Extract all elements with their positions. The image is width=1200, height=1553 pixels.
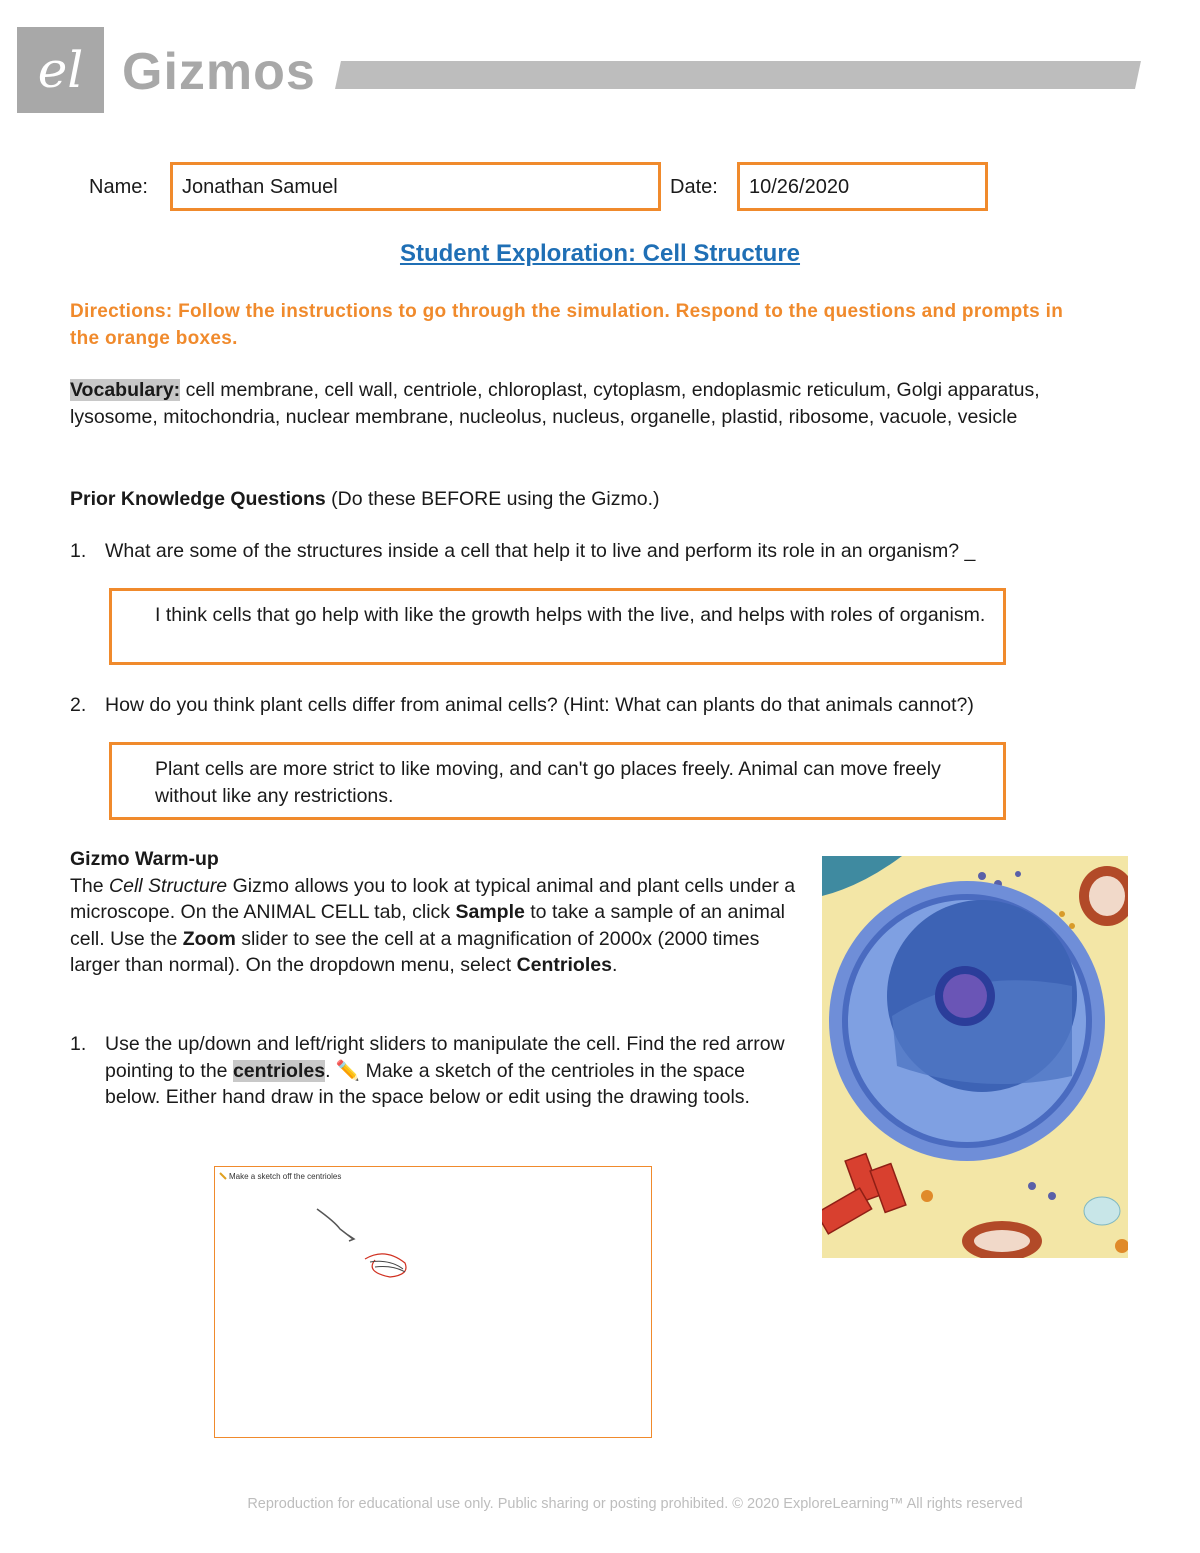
date-label: Date:	[670, 176, 718, 198]
prior-knowledge-heading: Prior Knowledge Questions	[70, 488, 326, 510]
warmup-text: The	[70, 874, 110, 897]
warmup-text: Gizmo allows you to look at typical animal and plant cells under a microscope. On the ANIMAL CELL tab, click	[70, 874, 796, 923]
vocabulary-paragraph	[70, 377, 1100, 430]
step-text-part: Use the up/down and left/right sliders to manipulate the cell. Find the red arrow pointing to the	[105, 1033, 785, 1082]
date-field[interactable]: 10/26/2020	[737, 162, 988, 211]
vocabulary-terms: cell membrane, cell wall, centriole, chloroplast, cytoplasm, endoplasmic reticulum, Golgi apparatus, lysosome, mitochondria, nuclear membrane, nucleolus, nucleus, organelle, plastid, ribosome, vacuole, vesicle	[70, 379, 1040, 428]
sample-keyword: Sample	[455, 901, 525, 923]
answer-box-2[interactable]: Plant cells are more strict to like moving, and can't go places freely. Animal can move freely without like any restrictions.	[109, 742, 1006, 820]
question-number: 1.	[70, 540, 87, 562]
question-text: How do you think plant cells differ from animal cells? (Hint: What can plants do that animals cannot?)	[105, 694, 974, 716]
question-text: What are some of the structures inside a cell that help it to live and perform its role in an organism? _	[105, 540, 976, 562]
answer-box-1[interactable]: I think cells that go help with like the growth helps with the live, and helps with roles of organism.	[109, 588, 1006, 665]
centrioles-highlight: centrioles	[232, 1059, 326, 1082]
warmup-text: slider to see the cell at a magnification of 2000x (2000 times larger than normal). On the dropdown menu, select	[70, 927, 760, 976]
name-label: Name:	[89, 176, 148, 198]
step-number: 1.	[70, 1033, 87, 1055]
logo-mark: el	[37, 41, 84, 99]
warmup-text: to take a sample of an animal cell. Use the	[70, 901, 785, 950]
name-field[interactable]: Jonathan Samuel	[170, 162, 661, 211]
sketch-label: Make a sketch off the centrioles	[229, 1172, 342, 1181]
animal-cell-image	[822, 856, 1128, 1258]
warmup-text: .	[611, 954, 618, 976]
warmup-heading: Gizmo Warm-up	[70, 848, 219, 870]
gizmo-name: Cell Structure	[109, 874, 228, 897]
centrioles-keyword: Centrioles	[516, 954, 612, 976]
header-bar	[335, 61, 1141, 89]
question-number: 2.	[70, 694, 87, 716]
step-text	[105, 1031, 800, 1111]
directions-text: Directions: Follow the instructions to go through the simulation. Respond to the questions and prompts in the orange boxes.	[70, 301, 1064, 349]
prior-knowledge-heading-line	[70, 486, 1120, 513]
sketch-drawing	[215, 1167, 650, 1437]
vocabulary-label: Vocabulary:	[70, 379, 181, 401]
prior-knowledge-note: (Do these BEFORE using the Gizmo.)	[325, 488, 660, 510]
step-text-part: . ✏️ Make a sketch of the centrioles in the space below. Either hand draw in the space below or edit using the drawing tools.	[105, 1059, 750, 1108]
sketch-area[interactable]	[214, 1166, 652, 1438]
page-title: Student Exploration: Cell Structure	[399, 240, 801, 267]
brand-name: Gizmos	[122, 43, 316, 101]
footer-copyright: Reproduction for educational use only. Public sharing or posting prohibited. © 2020 ExploreLearning™ All rights reserved	[247, 1496, 1023, 1512]
explorelearning-logo	[17, 27, 104, 113]
warmup-section	[70, 846, 805, 979]
zoom-keyword: Zoom	[182, 927, 236, 950]
